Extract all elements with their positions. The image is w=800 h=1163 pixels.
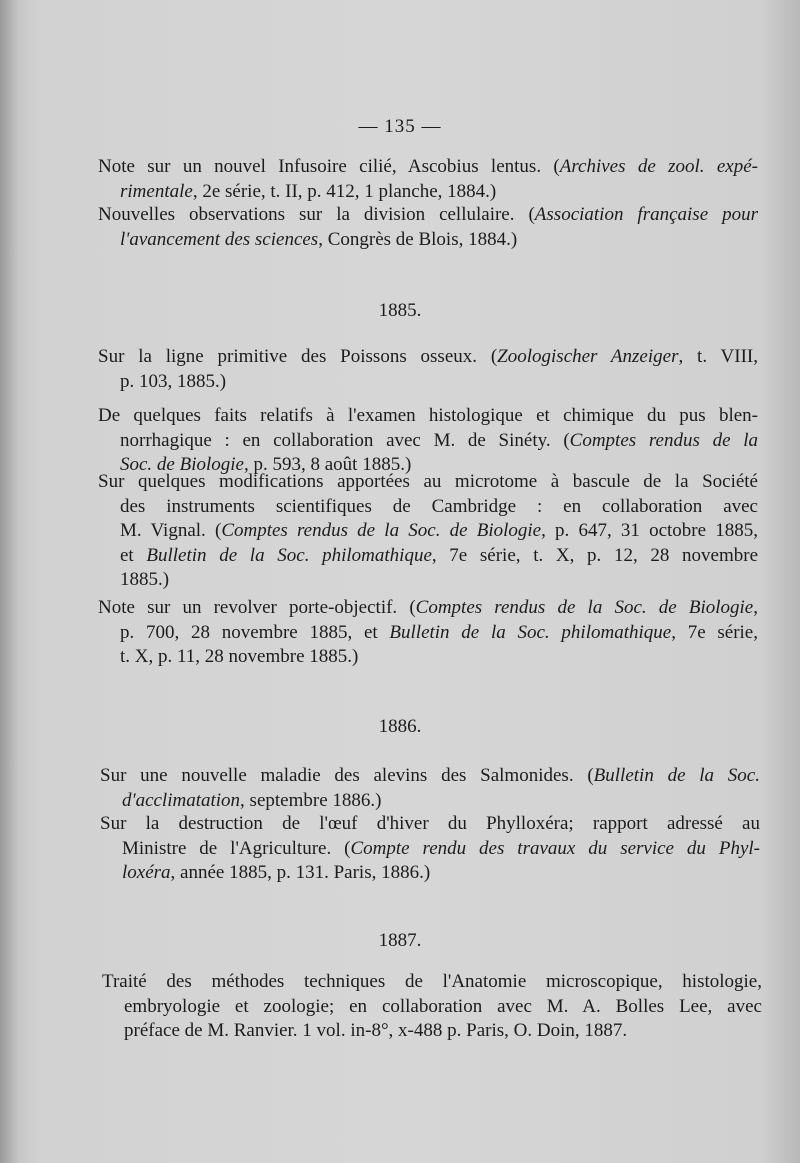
entry-text: p. 103, 1885.) bbox=[120, 370, 227, 392]
entry-title-italic: loxéra bbox=[122, 862, 171, 884]
entry-title-italic: Comptes rendus de la Soc. de Biologie bbox=[415, 597, 754, 618]
year-heading: 1886. bbox=[378, 716, 422, 737]
entry-text: , 2e série, t. II, p. 412, 1 planche, 1884.) bbox=[192, 180, 497, 202]
entry-text: M. Vignal. ( bbox=[120, 520, 222, 542]
entry-text: , t. VIII, bbox=[678, 346, 759, 367]
entry-text: Note sur un revolver porte-objectif. ( bbox=[98, 597, 416, 618]
entry-text: Traité des méthodes techniques de l'Anatomie microscopique, histologie, bbox=[102, 971, 762, 992]
entry-title-italic: d'acclimatation bbox=[122, 789, 241, 811]
entry-line bbox=[98, 495, 758, 520]
entry-title-italic: Comptes rendus de la bbox=[569, 429, 758, 451]
entry-text: Sur une nouvelle maladie des alevins des Salmonides. ( bbox=[100, 765, 594, 786]
entry-text: norrhagique : en collaboration avec M. de Sinéty. ( bbox=[120, 429, 570, 451]
entry-title-italic: Comptes rendus de la Soc. de Biologie bbox=[221, 520, 542, 542]
entry-title-italic: Bulletin de la Soc. bbox=[593, 765, 760, 786]
year-heading: 1887. bbox=[378, 930, 422, 951]
entry-line bbox=[98, 568, 758, 593]
entry-line bbox=[98, 519, 758, 544]
entry-line bbox=[98, 470, 758, 495]
bibliography-entry bbox=[102, 970, 762, 1044]
entry-title-italic: Soc. de Biologie bbox=[120, 454, 244, 476]
entry-text: Note sur un nouvel Infusoire cilié, Ascobius lentus. ( bbox=[98, 156, 560, 177]
entry-text: , p. 593, 8 août 1885.) bbox=[244, 454, 412, 476]
entry-text: Sur la destruction de l'œuf d'hiver du Phylloxéra; rapport adressé au bbox=[100, 813, 760, 834]
entry-text: , 7e série, t. X, p. 12, 28 novembre bbox=[431, 544, 758, 566]
bibliography-entry bbox=[98, 155, 758, 204]
entry-title-italic: rimentale bbox=[120, 180, 193, 202]
entry-line bbox=[98, 621, 758, 646]
bibliography-entry bbox=[98, 203, 758, 252]
entry-text: , Congrès de Blois, 1884.) bbox=[318, 228, 518, 250]
entry-title-italic: Bulletin de la Soc. philomathique bbox=[146, 544, 432, 566]
entry-line bbox=[98, 155, 758, 180]
entry-text: Sur la ligne primitive des Poissons osseux. ( bbox=[98, 346, 498, 367]
entry-line bbox=[98, 228, 758, 253]
entry-line bbox=[98, 429, 758, 454]
entry-line bbox=[102, 970, 762, 995]
page-edge-shadow bbox=[0, 0, 18, 1163]
entry-title-italic: l'avancement des sciences bbox=[120, 228, 319, 250]
entry-line bbox=[98, 345, 758, 370]
entry-text: Sur quelques modifications apportées au microtome à bascule de la Société bbox=[98, 471, 758, 492]
entry-title-italic: Bulletin de la Soc. philomathique bbox=[389, 621, 672, 643]
bibliography-entry bbox=[98, 404, 758, 478]
entry-text: et bbox=[120, 544, 147, 566]
entry-line bbox=[98, 180, 758, 205]
entry-line bbox=[100, 764, 760, 789]
page-number: — 135 — bbox=[358, 116, 442, 137]
entry-text: , année 1885, p. 131. Paris, 1886.) bbox=[170, 862, 431, 884]
entry-line bbox=[98, 645, 758, 670]
entry-text: , septembre 1886.) bbox=[240, 789, 382, 811]
entry-line bbox=[100, 789, 760, 814]
entry-title-italic: Archives de zool. expé- bbox=[559, 156, 758, 177]
entry-text: Ministre de l'Agriculture. ( bbox=[122, 837, 351, 859]
entry-text: préface de M. Ranvier. 1 vol. in-8°, x-488 p. Paris, O. Doin, 1887. bbox=[124, 1020, 628, 1042]
entry-text: des instruments scientifiques de Cambridge : en collaboration avec bbox=[120, 495, 758, 517]
entry-line bbox=[98, 404, 758, 429]
entry-text: t. X, p. 11, 28 novembre 1885.) bbox=[120, 646, 359, 668]
entry-line bbox=[102, 995, 762, 1020]
entry-line bbox=[98, 596, 758, 621]
entry-line bbox=[98, 203, 758, 228]
bibliography-entry bbox=[98, 596, 758, 670]
entry-line bbox=[98, 544, 758, 569]
entry-text: Nouvelles observations sur la division cellulaire. ( bbox=[98, 204, 535, 225]
entry-title-italic: Association française pour bbox=[534, 204, 758, 225]
entry-line bbox=[100, 861, 760, 886]
entry-title-italic: Compte rendu des travaux du service du Phyl- bbox=[350, 837, 760, 859]
entry-line bbox=[98, 370, 758, 395]
entry-text: , 7e série, bbox=[671, 621, 758, 643]
entry-text: p. 700, 28 novembre 1885, et bbox=[120, 621, 390, 643]
entry-title-italic: Zoologischer Anzeiger bbox=[497, 346, 679, 367]
entry-line bbox=[100, 837, 760, 862]
entry-text: , bbox=[753, 597, 758, 618]
entry-text: , p. 647, 31 octobre 1885, bbox=[541, 520, 758, 542]
year-heading: 1885. bbox=[378, 300, 422, 321]
bibliography-entry bbox=[100, 812, 760, 886]
bibliography-entry bbox=[100, 764, 760, 813]
bibliography-entry bbox=[98, 470, 758, 593]
entry-line bbox=[100, 812, 760, 837]
entry-line bbox=[102, 1019, 762, 1044]
entry-text: De quelques faits relatifs à l'examen histologique et chimique du pus blen- bbox=[98, 405, 758, 426]
entry-text: embryologie et zoologie; en collaboration avec M. A. Bolles Lee, avec bbox=[124, 995, 762, 1017]
bibliography-entry bbox=[98, 345, 758, 394]
entry-text: 1885.) bbox=[120, 569, 170, 591]
